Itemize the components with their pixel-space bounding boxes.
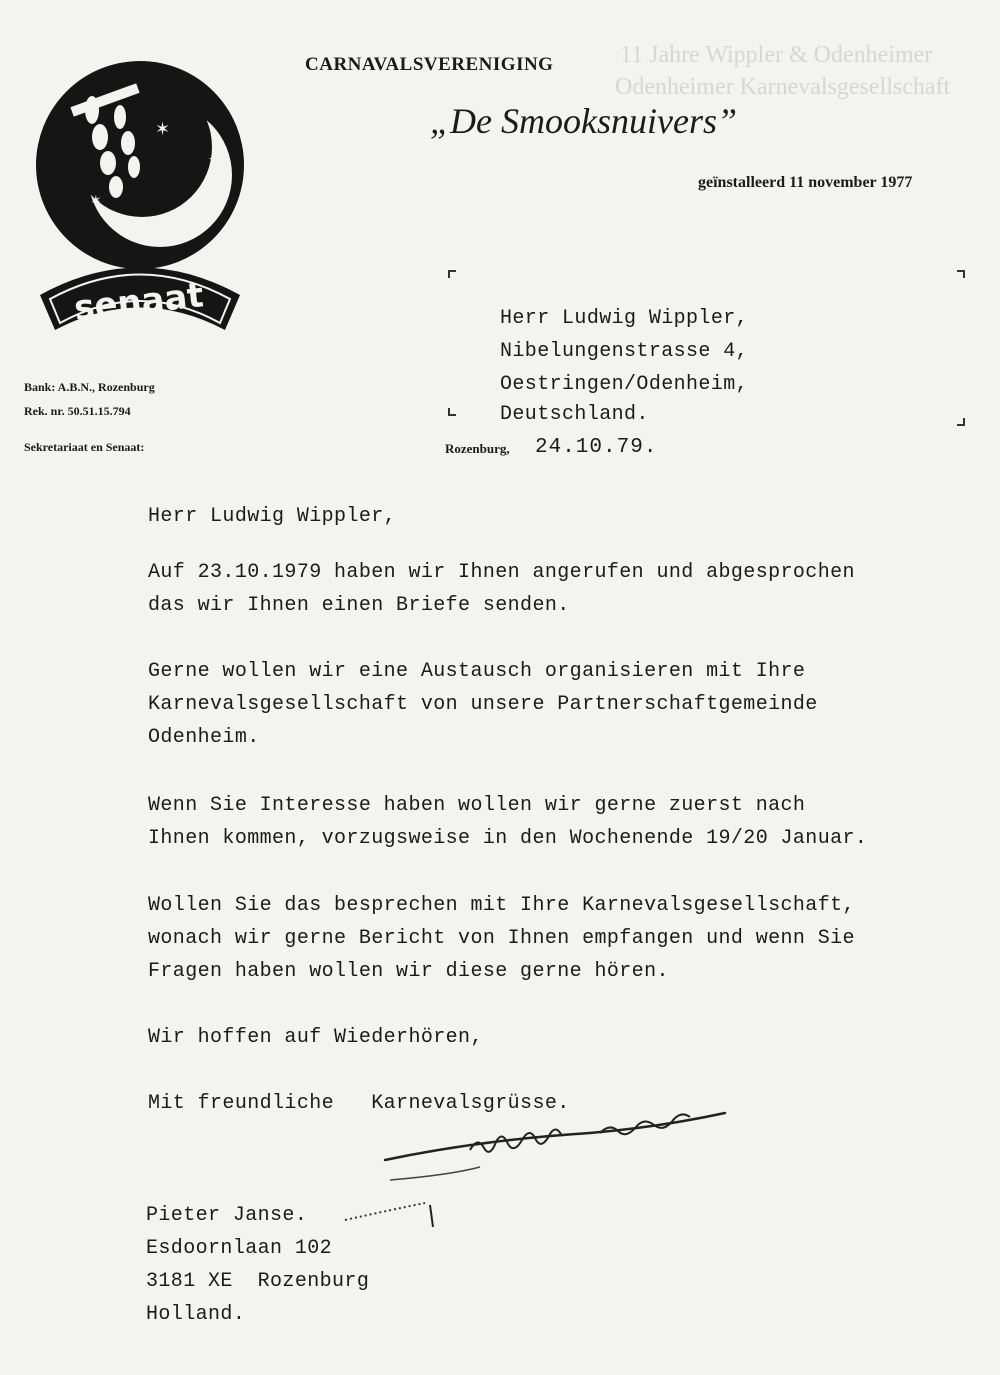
body-line: Wollen Sie das besprechen mit Ihre Karnevalsgesellschaft, — [148, 894, 855, 917]
address-corner-mark — [957, 270, 965, 278]
sender-line: 3181 XE Rozenburg — [146, 1270, 370, 1293]
body-line: wonach wir gerne Bericht von Ihnen empfangen und wenn Sie — [148, 927, 855, 950]
org-name: „De Smooksnuivers” — [430, 101, 737, 141]
body-line: Fragen haben wollen wir diese gerne hören. — [148, 960, 669, 983]
handwritten-signature — [330, 1095, 750, 1235]
recipient-line: Herr Ludwig Wippler, — [500, 307, 749, 330]
bank-info: Bank: A.B.N., Rozenburg — [24, 380, 155, 394]
place-label: Rozenburg, — [445, 441, 510, 456]
sender-line: Pieter Janse. — [146, 1204, 308, 1227]
body-line: Auf 23.10.1979 haben wir Ihnen angerufen und abgesprochen — [148, 561, 855, 584]
address-corner-mark — [957, 418, 965, 426]
svg-text:✶: ✶ — [90, 193, 102, 209]
body-line: Wenn Sie Interesse haben wollen wir gerne zuerst nach — [148, 794, 806, 817]
body-line: Ihnen kommen, vorzugsweise in den Wochenende 19/20 Januar. — [148, 827, 868, 850]
installation-date: geïnstalleerd 11 november 1977 — [698, 174, 913, 191]
svg-text:✦: ✦ — [208, 152, 219, 166]
sender-line: Esdoornlaan 102 — [146, 1237, 333, 1260]
club-logo — [30, 55, 255, 355]
org-label: CARNAVALSVERENIGING — [305, 54, 554, 75]
closing-line: Mit freundliche Karnevalsgrüsse. — [148, 1092, 570, 1115]
closing-line: Wir hoffen auf Wiederhören, — [148, 1026, 483, 1049]
body-line: Gerne wollen wir eine Austausch organisieren mit Ihre — [148, 660, 806, 683]
show-through-line: Odenheimer Karnevalsgesellschaft — [615, 74, 951, 100]
body-line: Karnevalsgesellschaft von unsere Partnerschaftgemeinde — [148, 693, 818, 716]
recipient-line: Deutschland. — [500, 403, 649, 426]
secretariat-label: Sekretariaat en Senaat: — [24, 440, 145, 454]
body-line: das wir Ihnen einen Briefe senden. — [148, 594, 570, 617]
address-corner-mark — [448, 408, 456, 416]
recipient-line: Oestringen/Odenheim, — [500, 373, 749, 396]
recipient-line: Nibelungenstrasse 4, — [500, 340, 749, 363]
sender-line: Holland. — [146, 1303, 246, 1326]
body-line: Odenheim. — [148, 726, 260, 749]
account-number: Rek. nr. 50.51.15.794 — [24, 404, 131, 418]
logo-banner-text: senaat — [72, 275, 206, 329]
salutation: Herr Ludwig Wippler, — [148, 505, 397, 528]
show-through-line: 11 Jahre Wippler & Odenheimer — [620, 42, 933, 68]
address-corner-mark — [448, 270, 456, 278]
letter-date: 24.10.79. — [535, 436, 658, 459]
svg-text:✶: ✶ — [155, 119, 171, 140]
